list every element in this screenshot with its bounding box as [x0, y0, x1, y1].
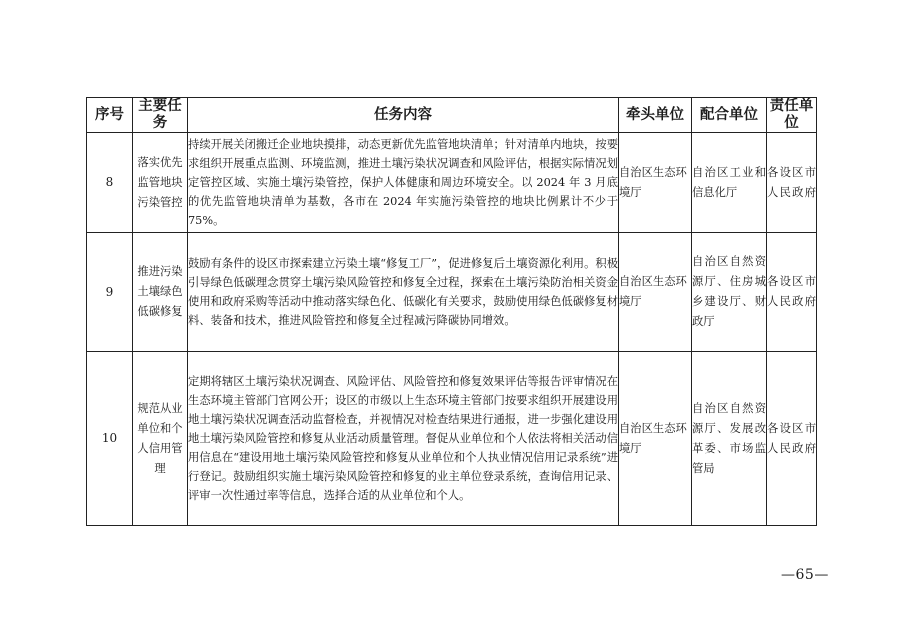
- cell-lead: 自治区生态环境厅: [619, 352, 692, 526]
- cell-seq: 9: [87, 233, 133, 352]
- task-table: [86, 97, 817, 526]
- cell-cooperate: 自治区自然资源厅、发展改革委、市场监管局: [692, 352, 767, 526]
- cell-cooperate: 自治区工业和信息化厅: [692, 133, 767, 233]
- cell-seq: 8: [87, 133, 133, 233]
- table-header-row: [87, 98, 817, 133]
- cell-main-task: 推进污染土壤绿色低碳修复: [133, 233, 188, 352]
- page-number: —65—: [781, 567, 829, 583]
- table-row: [87, 133, 817, 233]
- cell-responsible: 各设区市人民政府: [767, 133, 817, 233]
- table-row: [87, 233, 817, 352]
- cell-responsible: 各设区市人民政府: [767, 233, 817, 352]
- cell-content: 鼓励有条件的设区市探索建立污染土壤“修复工厂”，促进修复后土壤资源化利用。积极引导绿色低碳理念贯穿土壤污染风险管控和修复全过程，探索在土壤污染防治相关资金使用和政府采购等活动中推动落实绿色化、低碳化有关要求，鼓励使用绿色低碳修复材料、装备和技术，推进风险管控和修复全过程减污降碳协同增效。: [188, 233, 619, 352]
- table-row: [87, 352, 817, 526]
- cell-content: 定期将辖区土壤污染状况调查、风险评估、风险管控和修复效果评估等报告评审情况在生态环境主管部门官网公开；设区的市级以上生态环境主管部门按要求组织开展建设用地土壤污染状况调查活动监督检查，并视情况对检查结果进行通报，进一步强化建设用地土壤污染风险管控和修复从业活动质量管理。督促从业单位和个人依法将相关活动信用信息在“建设用地土壤污染风险管控和修复从业单位和个人执业情况信用记录系统”进行登记。鼓励组织实施土壤污染风险管控和修复的业主单位登录系统，查询信用记录、评审一次性通过率等信息，选择合适的从业单位和个人。: [188, 352, 619, 526]
- cell-main-task: 规范从业单位和个人信用管理: [133, 352, 188, 526]
- cell-main-task: 落实优先监管地块污染管控: [133, 133, 188, 233]
- header-content: 任务内容: [188, 98, 619, 133]
- header-lead: 牵头单位: [619, 98, 692, 133]
- cell-cooperate: 自治区自然资源厅、住房城乡建设厅、财政厅: [692, 233, 767, 352]
- cell-content: 持续开展关闭搬迁企业地块摸排，动态更新优先监管地块清单；针对清单内地块，按要求组织开展重点监测、环境监测，推进土壤污染状况调查和风险评估，根据实际情况划定管控区域、实施土壤污染管控，保护人体健康和周边环境安全。以 2024 年 3 月底的优先监管地块清单为基数，各市在 2024 年实施污染管控的地块比例累计不少于 75%。: [188, 133, 619, 233]
- header-cooperate: 配合单位: [692, 98, 767, 133]
- header-main-task: 主要任务: [133, 98, 188, 133]
- header-responsible: 责任单位: [767, 98, 817, 133]
- cell-responsible: 各设区市人民政府: [767, 352, 817, 526]
- cell-lead: 自治区生态环境厅: [619, 133, 692, 233]
- cell-lead: 自治区生态环境厅: [619, 233, 692, 352]
- cell-seq: 10: [87, 352, 133, 526]
- header-seq: 序号: [87, 98, 133, 133]
